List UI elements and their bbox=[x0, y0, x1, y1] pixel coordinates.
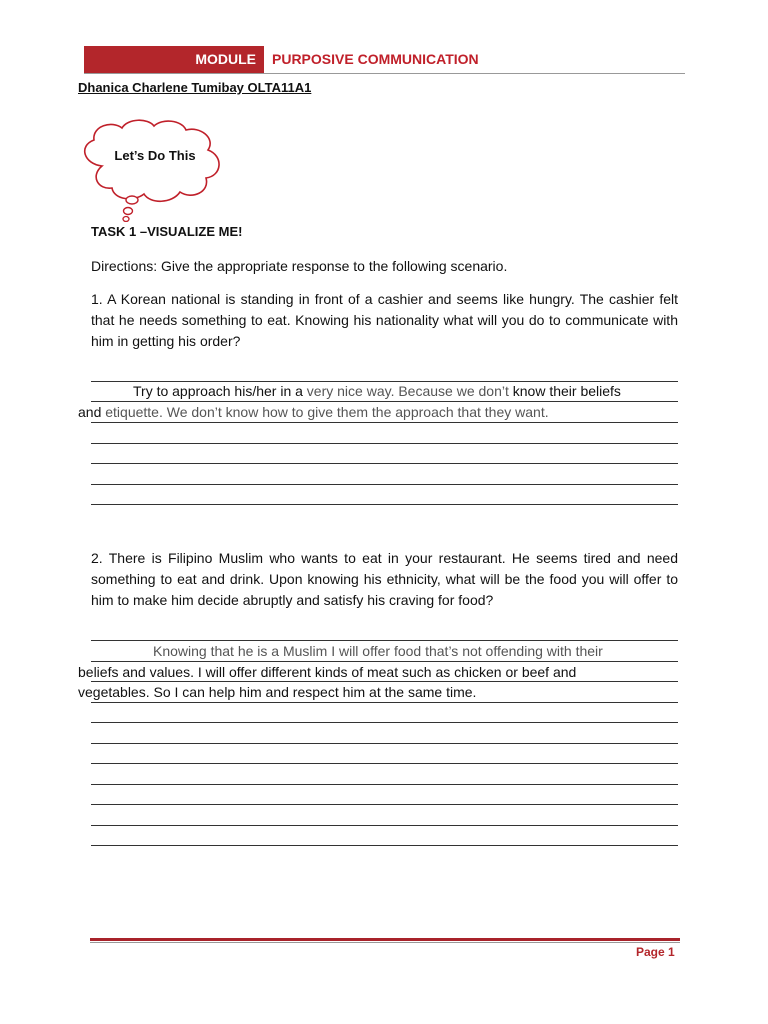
answer-rule bbox=[91, 763, 678, 764]
module-label: MODULE bbox=[84, 46, 264, 73]
question-1: 1. A Korean national is standing in front of a cashier and seems like hungry. The cashier felt that he needs something to eat. Knowing his nationality what will you do to communicate with him in getting his order? bbox=[91, 291, 678, 349]
answer-rule bbox=[91, 743, 678, 744]
footer-divider-thin bbox=[90, 942, 680, 943]
answer-2-line-1: Knowing that he is a Muslim I will offer food that’s not offending with their bbox=[153, 643, 603, 659]
student-name: Dhanica Charlene Tumibay OLTA11A1 bbox=[78, 80, 312, 95]
answer-rule bbox=[91, 804, 678, 805]
callout-label: Let’s Do This bbox=[114, 148, 196, 163]
answer-rule bbox=[91, 504, 678, 505]
header-divider bbox=[84, 73, 685, 74]
answer-rule bbox=[91, 784, 678, 785]
answer-rule bbox=[91, 845, 678, 846]
answer-rule bbox=[91, 443, 678, 444]
answer-1-line-1-part-3: know their beliefs bbox=[512, 383, 621, 399]
answer-rule bbox=[91, 722, 678, 723]
answer-rule bbox=[91, 484, 678, 485]
answer-rule bbox=[91, 825, 678, 826]
answer-1-line-1-part-1: Try to approach his/her in a bbox=[133, 383, 307, 399]
answer-2-line-3: vegetables. So I can help him and respect him at the same time. bbox=[78, 684, 477, 700]
footer-divider bbox=[90, 938, 680, 941]
answer-1-line-1 bbox=[133, 381, 621, 401]
task-title: TASK 1 –VISUALIZE ME! bbox=[91, 224, 243, 239]
answer-1-line-2-part-2: etiquette. We don’t know how to give them the approach that they want. bbox=[105, 404, 549, 420]
thought-cloud-icon bbox=[72, 116, 232, 222]
question-2: 2. There is Filipino Muslim who wants to eat in your restaurant. He seems tired and need something to eat and drink. Upon knowing his ethnicity, what will be the food you will offer to him to make him decide abruptly and satisfy his craving for food? bbox=[91, 550, 678, 608]
answer-1-line-1-part-2: very nice way. Because we don’t bbox=[306, 383, 513, 399]
task-directions: Directions: Give the appropriate response to the following scenario. bbox=[91, 258, 508, 274]
answer-1-line-2-part-1: and bbox=[78, 404, 106, 420]
answer-1-line-2 bbox=[78, 402, 549, 422]
answer-rule bbox=[91, 702, 678, 703]
module-title: PURPOSIVE COMMUNICATION bbox=[272, 51, 479, 67]
answer-rule bbox=[91, 422, 678, 423]
answer-rule bbox=[91, 463, 678, 464]
answer-2-line-2: beliefs and values. I will offer different kinds of meat such as chicken or beef and bbox=[78, 664, 577, 680]
page-number: Page 1 bbox=[636, 945, 675, 959]
